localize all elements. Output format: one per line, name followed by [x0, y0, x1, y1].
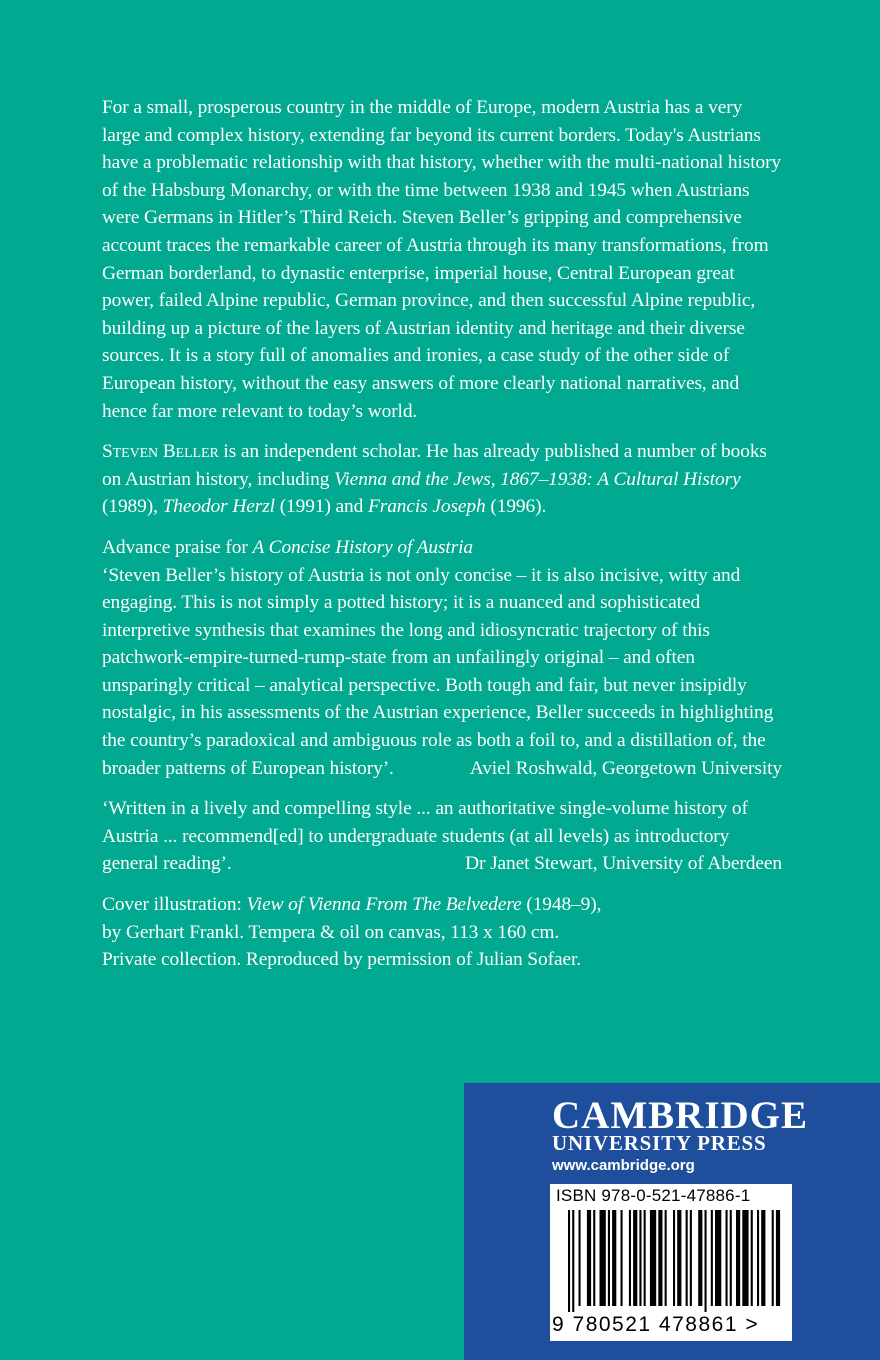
barcode-bar [711, 1210, 713, 1306]
barcode-bar [600, 1210, 606, 1306]
publisher-panel [464, 1083, 880, 1360]
barcode-bar [751, 1210, 753, 1306]
cover-credit-line-3: Private collection. Reproduced by permission of Julian Sofaer. [102, 949, 581, 971]
barcode-bar [698, 1210, 702, 1306]
praise-quote-2 [102, 795, 782, 878]
author-bio-year-1: (1989), [102, 496, 163, 518]
barcode-bar [587, 1210, 591, 1306]
barcode-bar [658, 1210, 662, 1306]
barcode-bar [650, 1210, 656, 1306]
praise-quote-1 [102, 534, 782, 782]
cover-credit-prefix: Cover illustration: [102, 894, 247, 916]
barcode-bar [629, 1210, 631, 1306]
barcode-bar [673, 1210, 675, 1306]
quote-1-attribution: Aviel Roshwald, Georgetown University [469, 757, 782, 779]
praise-heading-text: Advance praise for [102, 536, 253, 558]
cover-credit-title: View of Vienna From The Belvedere [246, 894, 522, 916]
barcode-bar [690, 1210, 692, 1306]
author-bio-text-1: is an independent scholar. He has already published a number of books on Austrian history, including [102, 441, 767, 490]
barcode-bar [665, 1210, 667, 1306]
barcode-bar [593, 1210, 595, 1306]
barcode-bar [776, 1210, 780, 1306]
publisher-name-line-2: UNIVERSITY PRESS [552, 1131, 767, 1155]
cover-credit-date: (1948–9), [521, 894, 602, 916]
barcode-bar [772, 1210, 774, 1306]
barcode-box [550, 1184, 792, 1341]
author-bio-year-3: (1996). [485, 496, 547, 518]
author-name: Steven Beller [102, 441, 219, 463]
barcode-icon [554, 1210, 788, 1312]
barcode-bar [612, 1210, 616, 1306]
barcode-bar [608, 1210, 610, 1306]
cover-credit-line-2: by Gerhart Frankl. Tempera & oil on canvas, 113 x 160 cm. [102, 921, 560, 943]
quote-2-text: ‘Written in a lively and compelling style ... an authoritative single-volume history of Austria ... recommend[ed] to undergraduate students (at all levels) as introductory general reading’. [102, 798, 748, 875]
barcode-digits: 9 780521 478861 > [552, 1313, 760, 1336]
praise-heading [102, 534, 782, 562]
praise-heading-title: A Concise History of Austria [252, 536, 474, 558]
barcode-bar [572, 1210, 574, 1312]
barcode-bar [757, 1210, 759, 1306]
barcode-bar [715, 1210, 721, 1306]
author-book-3: Francis Joseph [368, 496, 486, 518]
barcode-bar [568, 1210, 570, 1312]
barcode-bar [761, 1210, 765, 1306]
barcode-bar [639, 1210, 641, 1306]
barcode-bar [677, 1210, 681, 1306]
barcode-bar [730, 1210, 732, 1306]
back-cover-text [102, 94, 782, 987]
barcode-bar [726, 1210, 728, 1306]
barcode-bar [621, 1210, 623, 1306]
barcode-bar [705, 1210, 707, 1312]
barcode-bar [579, 1210, 581, 1306]
quote-2-attribution: Dr Janet Stewart, University of Aberdeen [465, 853, 782, 875]
barcode-bar [742, 1210, 748, 1306]
quote-1-text: ‘Steven Beller’s history of Austria is not only concise – it is also incisive, witty and engaging. This is not simply a potted history; it is a nuanced and sophisticated interpretive synthesis that examines the long and idiosyncratic trajectory of this patchwork-empire-turned-rump-state from an unfailingly original – and often unsparingly critical – analytical perspective. Both tough and fair, but never insipidly nostalgic, in his assessments of the Austrian experience, Beller succeeds in highlighting the country’s paradoxical and ambiguous role as both a foil to, and a distillation of, the broader patterns of European history’. [102, 564, 774, 779]
author-bio-year-2: (1991) and [274, 496, 368, 518]
barcode-bar [686, 1210, 688, 1306]
author-book-2: Theodor Herzl [162, 496, 275, 518]
publisher-name-line-1: CAMBRIDGE [552, 1094, 809, 1137]
barcode-bar [633, 1210, 637, 1306]
description-paragraph: For a small, prosperous country in the middle of Europe, modern Austria has a very large and complex history, extending far beyond its current borders. Today's Austrians have a problematic relationship with that history, whether with the multi-national history of the Habsburg Monarchy, or with the time between 1938 and 1945 when Austrians were Germans in Hitler’s Third Reich. Steven Beller’s gripping and comprehensive account traces the remarkable career of Austria through its many transformations, from German borderland, to dynastic enterprise, imperial house, Central European great power, failed Alpine republic, German province, and then successful Alpine republic, building up a picture of the layers of Austrian identity and heritage and their diverse sources. It is a story full of anomalies and ironies, a case study of the other side of European history, without the easy answers of more clearly national narratives, and hence far more relevant to today’s world. [102, 97, 782, 422]
author-book-1: Vienna and the Jews, 1867–1938: A Cultural History [334, 468, 741, 490]
barcode-bar [736, 1210, 740, 1306]
isbn-label: ISBN 978-0-521-47886-1 [556, 1186, 751, 1205]
barcode-bar [644, 1210, 646, 1306]
author-bio [102, 438, 782, 521]
cover-credit [102, 891, 782, 974]
publisher-website: www.cambridge.org [552, 1157, 695, 1174]
